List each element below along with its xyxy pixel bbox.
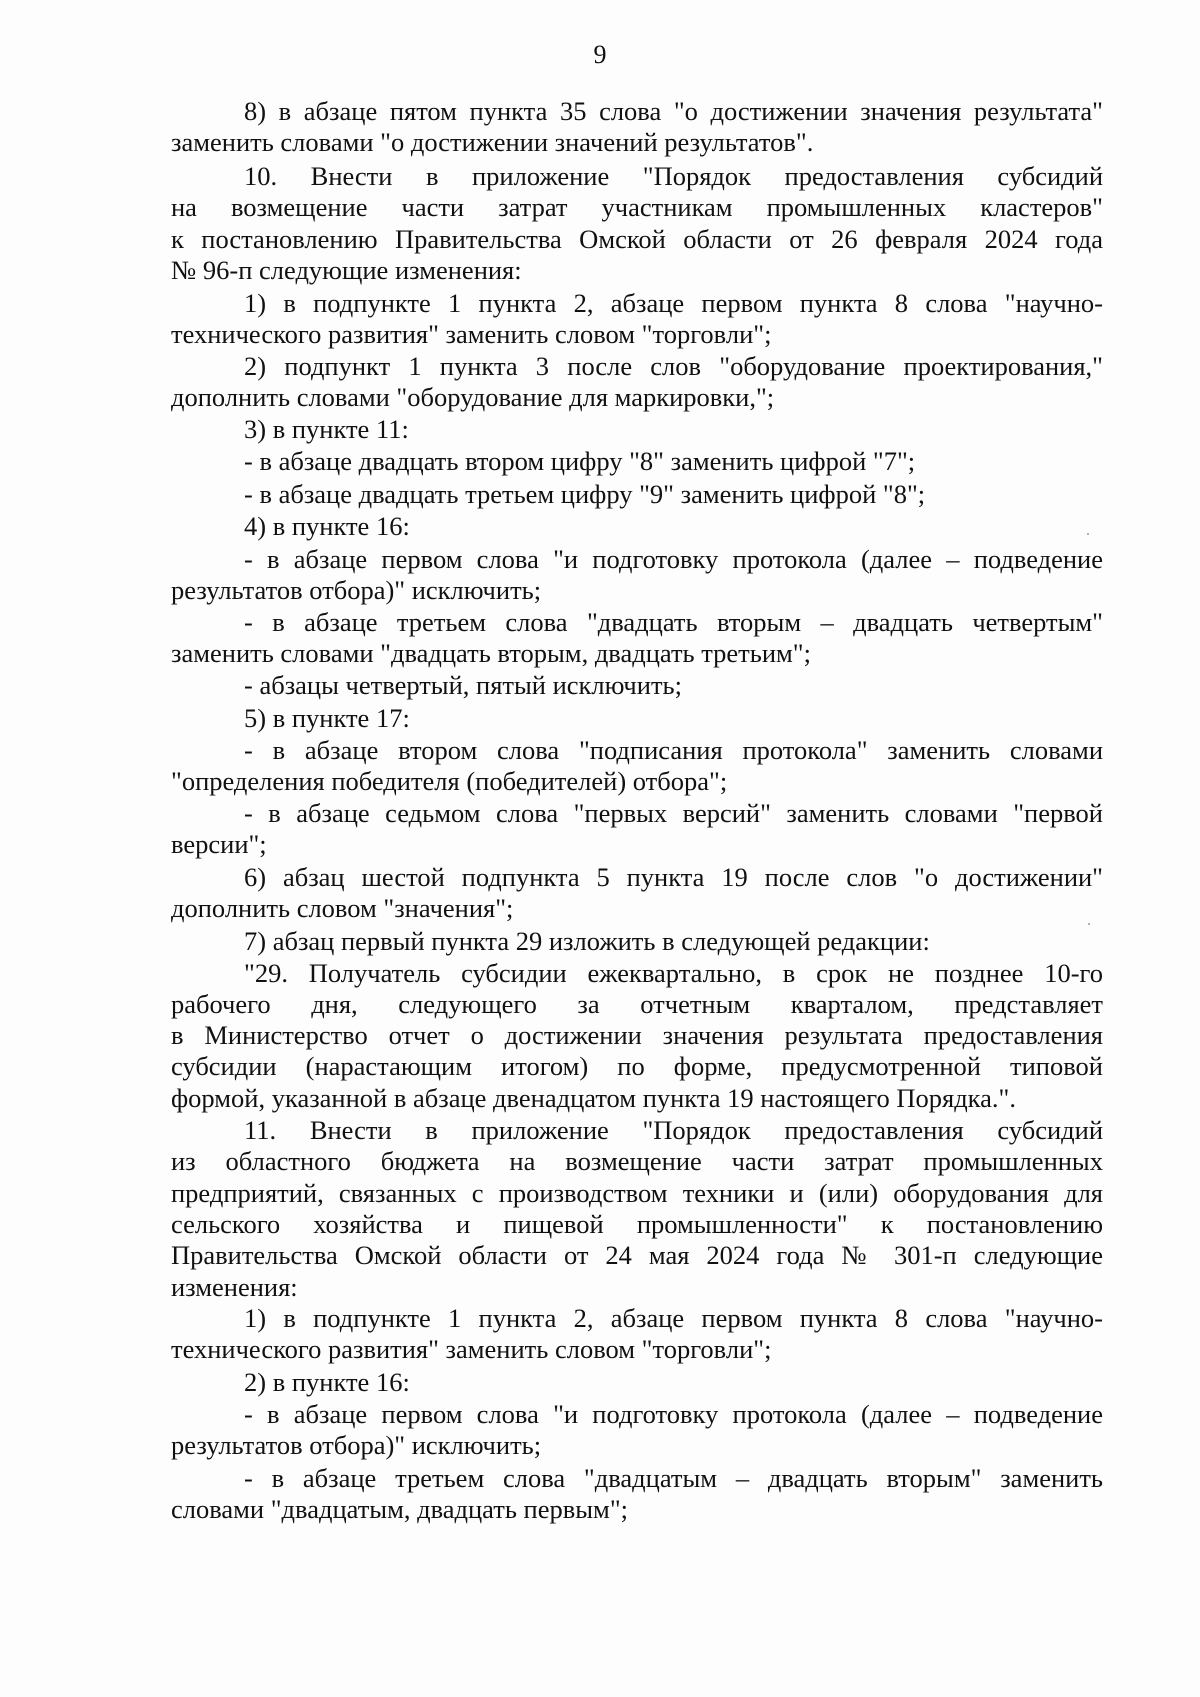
text-line: "определения победителя (победителей) отбора"; (171, 766, 728, 796)
text-line: 3) в пункте 11: (244, 414, 409, 444)
text-line: - в абзаце седьмом слова "первых версий" заменить словами "первой (244, 798, 1103, 828)
text-line: результатов отбора)" исключить; (171, 575, 542, 605)
text-line: 4) в пункте 16: (244, 511, 410, 541)
text-line: 6) абзац шестой подпункта 5 пункта 19 после слов "о достижении" (244, 862, 1103, 892)
text-line: сельского хозяйства и пищевой промышленности" к постановлению (171, 1209, 1103, 1239)
text-line: 5) в пункте 17: (244, 703, 410, 733)
text-line: № 96-п следующие изменения: (171, 255, 522, 285)
text-line: 1) в подпункте 1 пункта 2, абзаце первом пункта 8 слова "научно- (244, 1303, 1103, 1333)
scan-speck (1087, 533, 1089, 535)
text-line: 2) подпункт 1 пункта 3 после слов "оборудование проектирования," (244, 351, 1103, 381)
text-line: 8) в абзаце пятом пункта 35 слова "о достижении значения результата" (244, 96, 1103, 126)
text-line: словами "двадцатым, двадцать первым"; (171, 1494, 629, 1524)
text-line: результатов отбора)" исключить; (171, 1430, 542, 1460)
text-line: заменить словами "о достижении значений результатов". (171, 127, 814, 157)
text-line: в Министерство отчет о достижении значения результата предоставления (171, 1020, 1103, 1050)
text-line: изменения: (171, 1272, 298, 1302)
text-line: 1) в подпункте 1 пункта 2, абзаце первом пункта 8 слова "научно- (244, 288, 1103, 318)
text-line: 11. Внести в приложение "Порядок предоставления субсидий (244, 1115, 1103, 1145)
text-line: технического развития" заменить словом "торговли"; (171, 1334, 772, 1364)
text-line: - в абзаце третьем слова "двадцать вторым – двадцать четвертым" (244, 607, 1103, 637)
text-line: - в абзаце первом слова "и подготовку протокола (далее – подведение (244, 544, 1103, 574)
scan-speck (1088, 923, 1090, 925)
text-line: - в абзаце втором слова "подписания протокола" заменить словами (244, 735, 1103, 765)
text-line: предприятий, связанных с производством техники и (или) оборудования для (171, 1178, 1103, 1208)
text-line: Правительства Омской области от 24 мая 2024 года № 301-п следующие (171, 1240, 1103, 1270)
text-line: субсидии (нарастающим итогом) по форме, предусмотренной типовой (171, 1051, 1103, 1081)
text-line: на возмещение части затрат участникам промышленных кластеров" (171, 192, 1103, 222)
text-line: из областного бюджета на возмещение части затрат промышленных (171, 1146, 1103, 1176)
text-line: - в абзаце третьем слова "двадцатым – двадцать вторым" заменить (244, 1463, 1103, 1493)
text-line: - абзацы четвертый, пятый исключить; (244, 670, 682, 700)
text-line: технического развития" заменить словом "торговли"; (171, 319, 772, 349)
text-line: рабочего дня, следующего за отчетным кварталом, представляет (171, 989, 1103, 1019)
text-line: 2) в пункте 16: (244, 1367, 410, 1397)
text-line: - в абзаце двадцать втором цифру "8" заменить цифрой "7"; (244, 446, 916, 476)
text-line: к постановлению Правительства Омской области от 26 февраля 2024 года (171, 224, 1103, 254)
text-line: дополнить словом "значения"; (171, 893, 514, 923)
text-line: - в абзаце двадцать третьем цифру "9" заменить цифрой "8"; (244, 479, 926, 509)
page-number: 9 (593, 40, 607, 69)
text-line: 7) абзац первый пункта 29 изложить в следующей редакции: (244, 926, 930, 956)
text-line: дополнить словами "оборудование для маркировки,"; (171, 382, 775, 412)
text-line: - в абзаце первом слова "и подготовку протокола (далее – подведение (244, 1399, 1103, 1429)
text-line: версии"; (171, 829, 267, 859)
text-line: 10. Внести в приложение "Порядок предоставления субсидий (244, 161, 1103, 191)
text-line: "29. Получатель субсидии ежеквартально, в срок не позднее 10-го (244, 958, 1103, 988)
text-line: формой, указанной в абзаце двенадцатом пункта 19 настоящего Порядка.". (171, 1083, 1016, 1113)
text-line: заменить словами "двадцать вторым, двадцать третьим"; (171, 638, 811, 668)
